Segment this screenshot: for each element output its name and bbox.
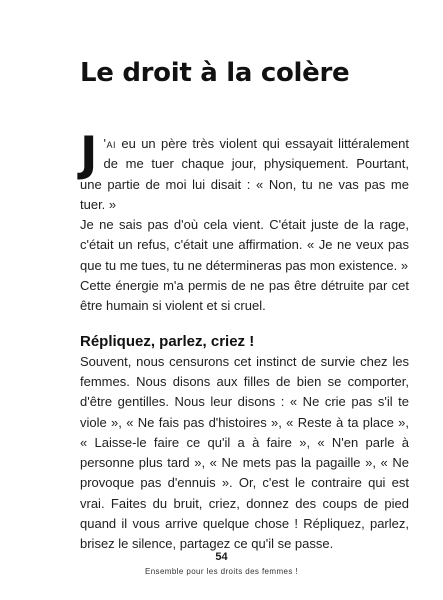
paragraph: Souvent, nous censurons cet instinct de survie chez les femmes. Nous disons aux filles de bien se comporter, d'être gentilles. Nous leur disons : « Ne crie pas s'il te viole », « Ne fais pas d'histoires », « Reste à ta place », « Laisse-le faire ce qu'il a à faire », « N'en parle à personne plus tard », « Ne mets pas la pagaille », « Ne provoque pas d'ennuis ». Or, c'est le contraire qui est vrai. Faites du bruit, criez, donnez des coups de pied quand il vous arrive quelque chose ! Répliquez, parlez, brisez le silence, partagez ce qu'il se passe. [80, 353, 409, 552]
paragraph-text: eu un père très violent qui essayait littéralement de me tuer chaque jour, physiquement. Pourtant, une partie de moi lui disait : « Non, tu ne vas pas me tuer. » [80, 136, 409, 212]
page-number: 54 [215, 551, 228, 563]
drop-cap: J [80, 127, 98, 182]
paragraph [80, 127, 409, 215]
paragraph: Cette énergie m'a permis de ne pas être détruite par cet être humain si violent et si cruel. [80, 278, 409, 314]
body-text [80, 127, 409, 555]
page-title: Le droit à la colère [80, 58, 350, 88]
running-footer: Ensemble pour les droits des femmes ! [144, 567, 299, 576]
section-heading: Répliquez, parlez, criez ! [80, 332, 255, 350]
paragraph: Je ne sais pas d'où cela vient. C'était juste de la rage, c'était un refus, c'était une affirmation. « Je ne veux pas que tu me tues, tu ne détermineras pas mon existence. » [80, 217, 409, 273]
small-caps-lead: 'ai [103, 136, 116, 151]
